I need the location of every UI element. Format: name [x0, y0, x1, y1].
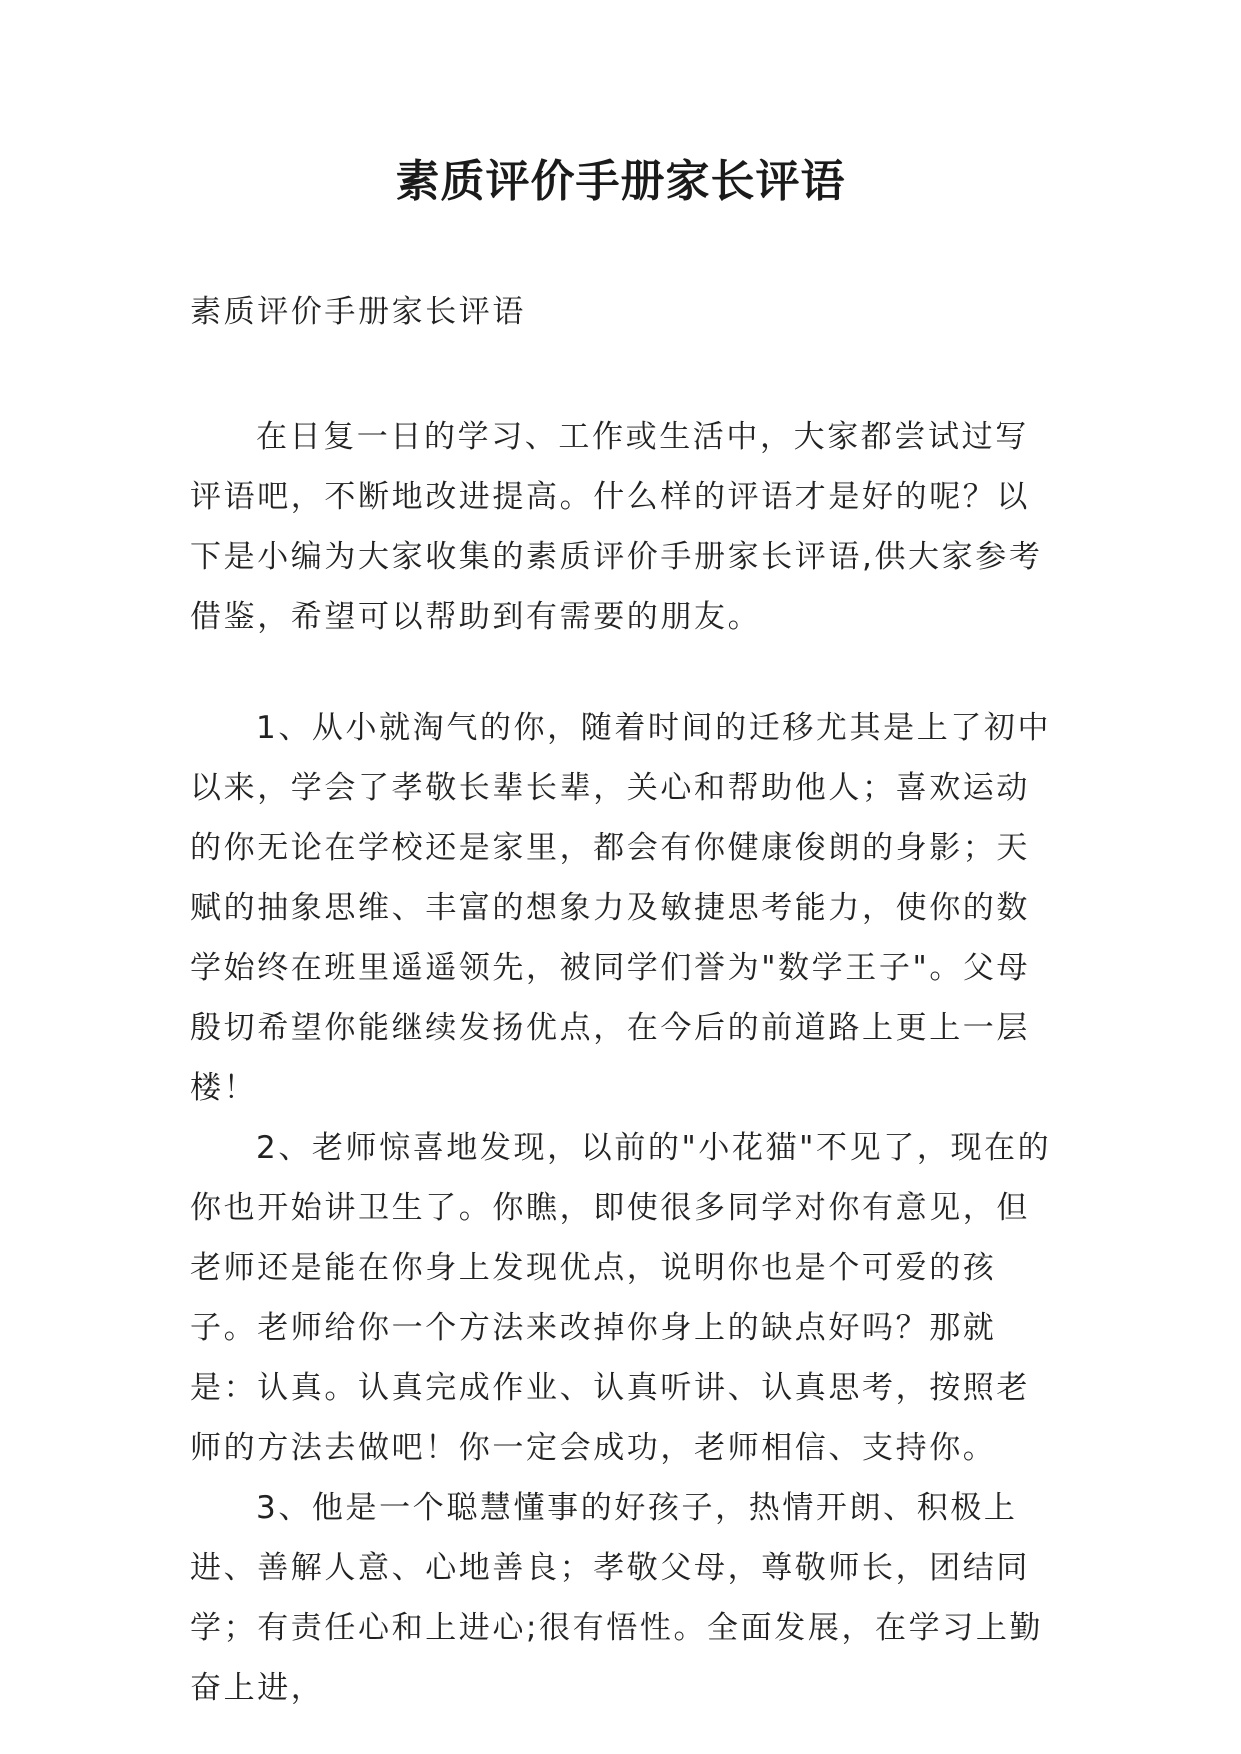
document-title: 素质评价手册家长评语	[395, 156, 846, 207]
comment-item: 2、老师惊喜地发现，以前的"小花猫"不见了，现在的你也开始讲卫生了。你瞧，即使很多同学对你有意见，但老师还是能在你身上发现优点，说明你也是个可爱的孩子。老师给你一个方法来改掉你身上的缺点好吗？那就是：认真。认真完成作业、认真听讲、认真思考，按照老师的方法去做吧！你一定会成功，老师相信、支持你。	[190, 1130, 1052, 1466]
comment-item: 1、从小就淘气的你，随着时间的迁移尤其是上了初中以来，学会了孝敬长辈长辈，关心和帮助他人；喜欢运动的你无论在学校还是家里，都会有你健康俊朗的身影；天赋的抽象思维、丰富的想象力及敏捷思考能力，使你的数学始终在班里遥遥领先，被同学们誉为"数学王子"。父母殷切希望你能继续发扬优点，在今后的前道路上更上一层楼！	[190, 710, 1052, 1106]
comment-list	[190, 698, 1060, 1718]
intro-paragraph: 在日复一日的学习、工作或生活中，大家都尝试过写评语吧，不断地改进提高。什么样的评语才是好的呢？以下是小编为大家收集的素质评价手册家长评语,供大家参考借鉴，希望可以帮助到有需要的朋友。	[190, 419, 1043, 635]
comment-item: 3、他是一个聪慧懂事的好孩子，热情开朗、积极上进、善解人意、心地善良；孝敬父母，尊敬师长，团结同学；有责任心和上进心;很有悟性。全面发展，在学习上勤奋上进，	[190, 1490, 1044, 1706]
document-subtitle: 素质评价手册家长评语	[190, 294, 526, 330]
